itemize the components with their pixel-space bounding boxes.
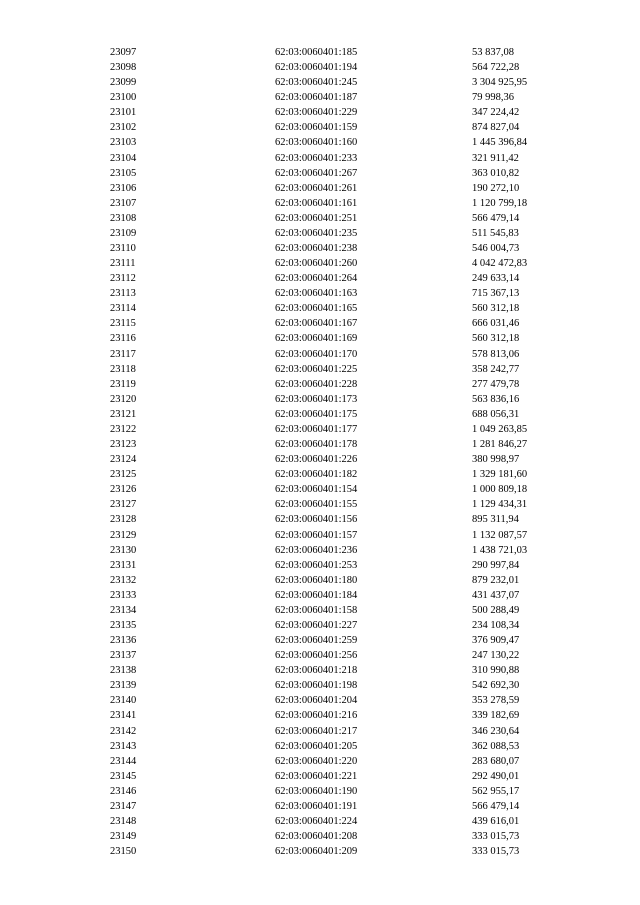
row-number-cell: 23118 [110,363,136,375]
row-number-cell: 23137 [110,650,137,662]
cadastral-number-cell: 62:03:0060401:159 [275,122,358,134]
value-cell: 688 056,31 [472,408,520,420]
value-cell: 578 813,06 [472,348,520,360]
table-row [0,708,640,723]
cadastral-number-cell: 62:03:0060401:180 [275,574,358,586]
value-cell: 500 288,49 [472,604,520,616]
value-cell: 53 837,08 [472,47,514,58]
table-row [0,196,640,211]
table-row [0,528,640,543]
table-row [0,754,640,769]
value-cell: 362 088,53 [472,740,520,752]
value-cell: 249 633,14 [472,273,520,285]
row-number-cell: 23112 [110,273,136,285]
table-row [0,467,640,482]
table-row [0,422,640,437]
cadastral-number-cell: 62:03:0060401:261 [275,182,358,194]
value-cell: 431 437,07 [472,589,520,601]
value-cell: 290 997,84 [472,559,520,571]
value-cell: 560 312,18 [472,333,520,345]
table-row [0,558,640,573]
table-row [0,286,640,301]
cadastral-number-cell: 62:03:0060401:251 [275,212,358,224]
table-row [0,377,640,392]
row-number-cell: 23113 [110,288,136,300]
data-table [0,45,640,859]
cadastral-number-cell: 62:03:0060401:259 [275,635,358,647]
row-number-cell: 23148 [110,815,137,827]
value-cell: 1 445 396,84 [472,137,528,149]
cadastral-number-cell: 62:03:0060401:167 [275,318,358,330]
table-row [0,45,640,60]
cadastral-number-cell: 62:03:0060401:267 [275,167,358,179]
cadastral-number-cell: 62:03:0060401:226 [275,454,358,466]
row-number-cell: 23142 [110,725,137,737]
row-number-cell: 23144 [110,755,137,767]
row-number-cell: 23128 [110,514,137,526]
row-number-cell: 23129 [110,529,137,541]
cadastral-number-cell: 62:03:0060401:235 [275,227,358,239]
value-cell: 1 000 809,18 [472,484,528,496]
cadastral-number-cell: 62:03:0060401:205 [275,740,358,752]
row-number-cell: 23124 [110,454,137,466]
value-cell: 439 616,01 [472,815,520,827]
row-number-cell: 23106 [110,182,137,194]
value-cell: 292 490,01 [472,770,520,782]
value-cell: 363 010,82 [472,167,520,179]
table-row [0,90,640,105]
value-cell: 715 367,13 [472,288,520,300]
value-cell: 560 312,18 [472,303,520,315]
table-row [0,497,640,512]
cadastral-number-cell: 62:03:0060401:233 [275,152,358,164]
row-number-cell: 23133 [110,589,137,601]
value-cell: 1 329 181,60 [472,469,528,481]
table-row [0,799,640,814]
table-row [0,60,640,75]
cadastral-number-cell: 62:03:0060401:187 [275,92,358,104]
table-row [0,362,640,377]
cadastral-number-cell: 62:03:0060401:216 [275,710,358,722]
table-row [0,678,640,693]
table-row [0,769,640,784]
row-number-cell: 23140 [110,695,137,707]
table-row [0,301,640,316]
value-cell: 277 479,78 [472,378,520,390]
row-number-cell: 23099 [110,77,137,89]
table-row [0,226,640,241]
cadastral-number-cell: 62:03:0060401:228 [275,378,358,390]
table-row [0,105,640,120]
table-row [0,618,640,633]
cadastral-number-cell: 62:03:0060401:209 [275,846,358,858]
cadastral-number-cell: 62:03:0060401:163 [275,288,358,300]
cadastral-number-cell: 62:03:0060401:229 [275,107,358,119]
value-cell: 879 232,01 [472,574,520,586]
cadastral-number-cell: 62:03:0060401:185 [275,47,358,58]
table-row [0,271,640,286]
value-cell: 353 278,59 [472,695,520,707]
value-cell: 346 230,64 [472,725,520,737]
row-number-cell: 23097 [110,47,137,58]
table-row [0,241,640,256]
cadastral-number-cell: 62:03:0060401:170 [275,348,358,360]
cadastral-number-cell: 62:03:0060401:245 [275,77,358,89]
value-cell: 333 015,73 [472,831,520,843]
row-number-cell: 23123 [110,439,137,451]
cadastral-number-cell: 62:03:0060401:221 [275,770,358,782]
cadastral-number-cell: 62:03:0060401:184 [275,589,358,601]
value-cell: 566 479,14 [472,212,520,224]
table-row [0,784,640,799]
row-number-cell: 23143 [110,740,137,752]
table-row [0,256,640,271]
table-row [0,543,640,558]
table-row [0,482,640,497]
value-cell: 1 120 799,18 [472,197,528,209]
cadastral-number-cell: 62:03:0060401:256 [275,650,358,662]
row-number-cell: 23100 [110,92,137,104]
row-number-cell: 23132 [110,574,137,586]
row-number-cell: 23101 [110,107,137,119]
cadastral-number-cell: 62:03:0060401:204 [275,695,358,707]
row-number-cell: 23107 [110,197,137,209]
value-cell: 4 042 472,83 [472,258,528,270]
value-cell: 376 909,47 [472,635,520,647]
cadastral-number-cell: 62:03:0060401:158 [275,604,358,616]
cadastral-number-cell: 62:03:0060401:155 [275,499,358,511]
table-row [0,135,640,150]
value-cell: 380 998,97 [472,454,520,466]
table-row [0,588,640,603]
row-number-cell: 23121 [110,408,137,420]
table-row [0,573,640,588]
cadastral-number-cell: 62:03:0060401:169 [275,333,358,345]
row-number-cell: 23122 [110,423,137,435]
row-number-cell: 23136 [110,635,137,647]
table-row [0,693,640,708]
cadastral-number-cell: 62:03:0060401:161 [275,197,358,209]
cadastral-number-cell: 62:03:0060401:238 [275,243,358,255]
row-number-cell: 23108 [110,212,137,224]
value-cell: 1 438 721,03 [472,544,528,556]
table-row [0,844,640,859]
table-row [0,603,640,618]
value-cell: 358 242,77 [472,363,520,375]
value-cell: 283 680,07 [472,755,520,767]
cadastral-number-cell: 62:03:0060401:198 [275,680,358,692]
value-cell: 1 281 846,27 [472,439,528,451]
row-number-cell: 23105 [110,167,137,179]
cadastral-number-cell: 62:03:0060401:220 [275,755,358,767]
table-row [0,120,640,135]
row-number-cell: 23111 [110,258,136,270]
value-cell: 562 955,17 [472,785,520,797]
table-row [0,512,640,527]
cadastral-number-cell: 62:03:0060401:260 [275,258,358,270]
table-row [0,151,640,166]
row-number-cell: 23102 [110,122,137,134]
cadastral-number-cell: 62:03:0060401:227 [275,619,358,631]
row-number-cell: 23145 [110,770,137,782]
value-cell: 874 827,04 [472,122,520,134]
row-number-cell: 23138 [110,665,137,677]
value-cell: 1 129 434,31 [472,499,528,511]
table-row [0,211,640,226]
table-row [0,663,640,678]
cadastral-number-cell: 62:03:0060401:154 [275,484,358,496]
row-number-cell: 23116 [110,333,136,345]
table-row [0,814,640,829]
row-number-cell: 23146 [110,785,137,797]
value-cell: 564 722,28 [472,62,520,74]
table-row [0,181,640,196]
cadastral-number-cell: 62:03:0060401:178 [275,439,358,451]
cadastral-number-cell: 62:03:0060401:160 [275,137,358,149]
table-row [0,316,640,331]
table-row [0,724,640,739]
table-row [0,633,640,648]
table-row [0,166,640,181]
row-number-cell: 23149 [110,831,137,843]
row-number-cell: 23117 [110,348,136,360]
cadastral-number-cell: 62:03:0060401:165 [275,303,358,315]
value-cell: 546 004,73 [472,243,520,255]
value-cell: 1 049 263,85 [472,423,528,435]
table-row [0,648,640,663]
cadastral-number-cell: 62:03:0060401:177 [275,423,358,435]
table-row [0,452,640,467]
cadastral-number-cell: 62:03:0060401:191 [275,800,358,812]
value-cell: 895 311,94 [472,514,519,526]
cadastral-number-cell: 62:03:0060401:217 [275,725,358,737]
table-row [0,392,640,407]
value-cell: 347 224,42 [472,107,520,119]
table-row [0,437,640,452]
table-row [0,347,640,362]
cadastral-number-cell: 62:03:0060401:253 [275,559,358,571]
table-row [0,75,640,90]
row-number-cell: 23150 [110,846,137,858]
value-cell: 321 911,42 [472,152,519,164]
row-number-cell: 23141 [110,710,137,722]
cadastral-number-cell: 62:03:0060401:264 [275,273,358,285]
row-number-cell: 23139 [110,680,137,692]
value-cell: 1 132 087,57 [472,529,528,541]
row-number-cell: 23147 [110,800,137,812]
row-number-cell: 23134 [110,604,137,616]
cadastral-number-cell: 62:03:0060401:190 [275,785,358,797]
cadastral-number-cell: 62:03:0060401:156 [275,514,358,526]
cadastral-number-cell: 62:03:0060401:173 [275,393,358,405]
cadastral-number-cell: 62:03:0060401:236 [275,544,358,556]
row-number-cell: 23110 [110,243,136,255]
row-number-cell: 23127 [110,499,137,511]
row-number-cell: 23131 [110,559,137,571]
value-cell: 339 182,69 [472,710,520,722]
row-number-cell: 23125 [110,469,137,481]
row-number-cell: 23126 [110,484,137,496]
row-number-cell: 23098 [110,62,137,74]
value-cell: 333 015,73 [472,846,520,858]
cadastral-number-cell: 62:03:0060401:157 [275,529,358,541]
row-number-cell: 23114 [110,303,136,315]
value-cell: 511 545,83 [472,227,519,239]
table-row [0,739,640,754]
value-cell: 3 304 925,95 [472,77,528,89]
cadastral-number-cell: 62:03:0060401:182 [275,469,358,481]
row-number-cell: 23119 [110,378,136,390]
value-cell: 542 692,30 [472,680,520,692]
table-row [0,829,640,844]
value-cell: 566 479,14 [472,800,520,812]
value-cell: 310 990,88 [472,665,520,677]
cadastral-number-cell: 62:03:0060401:175 [275,408,358,420]
value-cell: 563 836,16 [472,393,520,405]
row-number-cell: 23104 [110,152,137,164]
row-number-cell: 23135 [110,619,137,631]
value-cell: 666 031,46 [472,318,520,330]
cadastral-number-cell: 62:03:0060401:224 [275,815,358,827]
value-cell: 79 998,36 [472,92,514,104]
row-number-cell: 23130 [110,544,137,556]
value-cell: 190 272,10 [472,182,520,194]
table-row [0,407,640,422]
row-number-cell: 23120 [110,393,137,405]
cadastral-number-cell: 62:03:0060401:208 [275,831,358,843]
value-cell: 247 130,22 [472,650,520,662]
table-row [0,331,640,346]
value-cell: 234 108,34 [472,619,520,631]
cadastral-number-cell: 62:03:0060401:194 [275,62,358,74]
row-number-cell: 23115 [110,318,136,330]
cadastral-number-cell: 62:03:0060401:225 [275,363,358,375]
cadastral-number-cell: 62:03:0060401:218 [275,665,358,677]
row-number-cell: 23109 [110,227,137,239]
row-number-cell: 23103 [110,137,137,149]
